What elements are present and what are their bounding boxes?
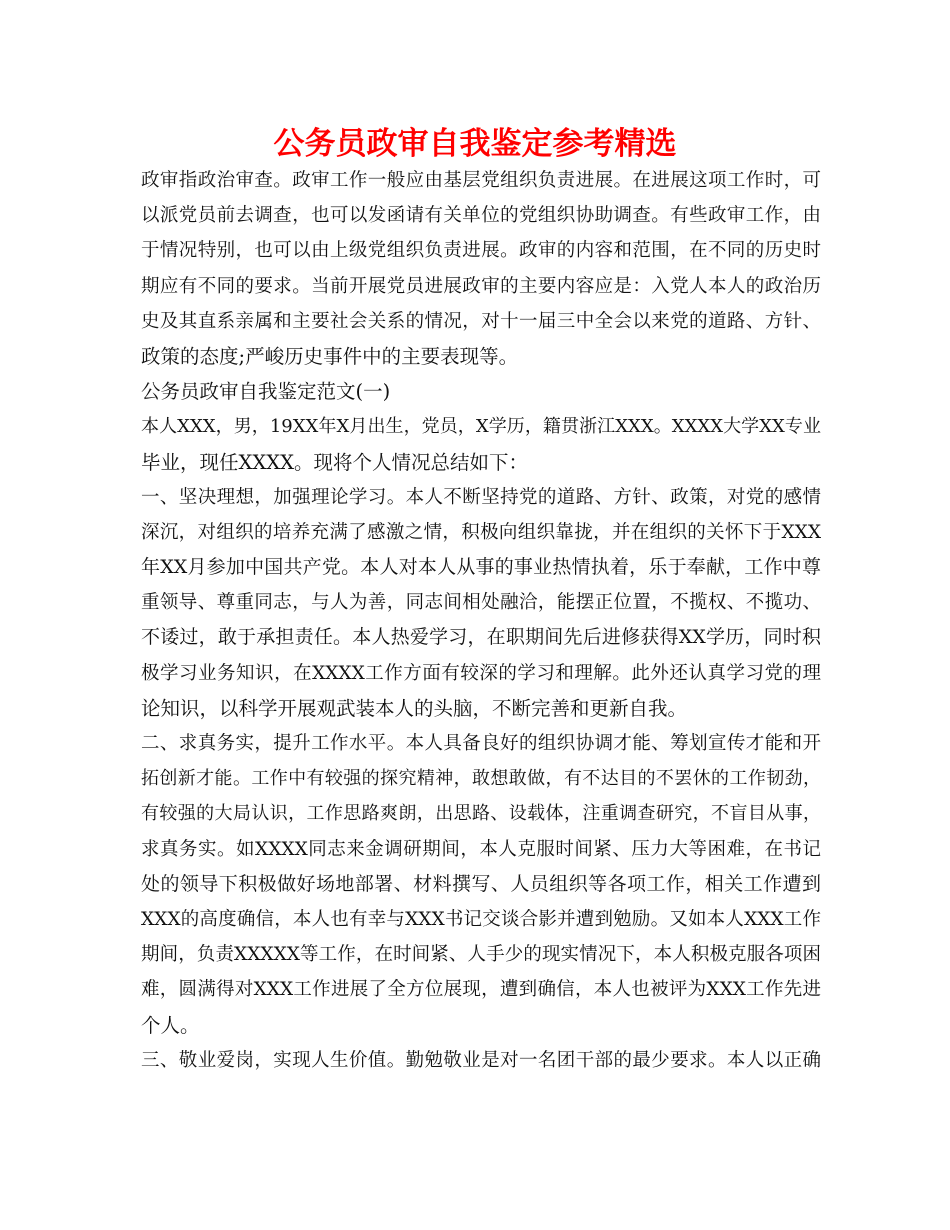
- text-line: 期间，负责XXXXX等工作，在时间紧、人手少的现实情况下，本人积极克服各项困: [141, 944, 821, 966]
- text-line: 重领导、尊重同志，与人为善，同志间相处融洽，能摆正位置，不揽权、不揽功、: [141, 592, 821, 614]
- text-line: 拓创新才能。工作中有较强的探究精神，敢想敢做，有不达目的不罢休的工作韧劲，: [141, 768, 821, 790]
- text-line: 极学习业务知识，在XXXX工作方面有较深的学习和理解。此外还认真学习党的理: [141, 662, 821, 684]
- text-line: XXX的高度确信，本人也有幸与XXX书记交谈合影并遭到勉励。又如本人XXX工作: [141, 908, 821, 930]
- text-line: 公务员政审自我鉴定范文(一): [141, 380, 391, 404]
- text-line: 本人XXX，男，19XX年X月出生，党员，X学历，籍贯浙江XXX。XXXX大学XX专业: [141, 416, 821, 438]
- text-line: 政策的态度;严峻历史事件中的主要表现等。: [141, 344, 519, 368]
- text-line: 处的领导下积极做好场地部署、材料撰写、人员组织等各项工作，相关工作遭到: [141, 872, 821, 895]
- text-line: 论知识，以科学开展观武装本人的头脑，不断完善和更新自我。: [141, 696, 688, 720]
- text-line: 以派党员前去调查，也可以发函请有关单位的党组织协助调查。有些政审工作，由: [141, 205, 821, 227]
- text-line: 不诿过，敢于承担责任。本人热爱学习，在职期间先后进修获得XX学历，同时积: [141, 626, 821, 649]
- text-line: 难，圆满得对XXX工作进展了全方位展现，遭到确信，本人也被评为XXX工作先进: [141, 979, 821, 1001]
- text-line: 史及其直系亲属和主要社会关系的情况，对十一届三中全会以来党的道路、方针、: [141, 310, 821, 332]
- text-line: 一、坚决理想，加强理论学习。本人不断坚持党的道路、方针、政策，对党的感情: [141, 486, 821, 508]
- text-line: 政审指政治审查。政审工作一般应由基层党组织负责进展。在进展这项工作时，可: [141, 170, 821, 191]
- document-body: [141, 163, 821, 1078]
- document-title: 公务员政审自我鉴定参考精选: [273, 126, 677, 162]
- text-line: 二、求真务实，提升工作水平。本人具备良好的组织协调才能、筹划宣传才能和开: [141, 733, 821, 754]
- text-line: 个人。: [141, 1013, 200, 1037]
- text-line: 有较强的大局认识，工作思路爽朗，出思路、设载体，注重调查研究，不盲目从事，: [141, 803, 821, 825]
- text-line: 求真务实。如XXXX同志来金调研期间，本人克服时间紧、压力大等困难，在书记: [141, 838, 821, 860]
- text-line: 年XX月参加中国共产党。本人对本人从事的事业热情执着，乐于奉献，工作中尊: [141, 556, 821, 579]
- text-line: 三、敬业爱岗，实现人生价值。勤勉敬业是对一名团干部的最少要求。本人以正确: [141, 1049, 821, 1071]
- text-line: 于情况特别，也可以由上级党组织负责进展。政审的内容和范围，在不同的历史时: [141, 240, 821, 262]
- text-line: 深沉，对组织的培养充满了感激之情，积极向组织靠拢，并在组织的关怀下于XXX: [141, 521, 821, 543]
- text-line: 毕业，现任XXXX。现将个人情况总结如下：: [141, 450, 529, 474]
- text-line: 期应有不同的要求。当前开展党员进展政审的主要内容应是：入党人本人的政治历: [141, 275, 821, 297]
